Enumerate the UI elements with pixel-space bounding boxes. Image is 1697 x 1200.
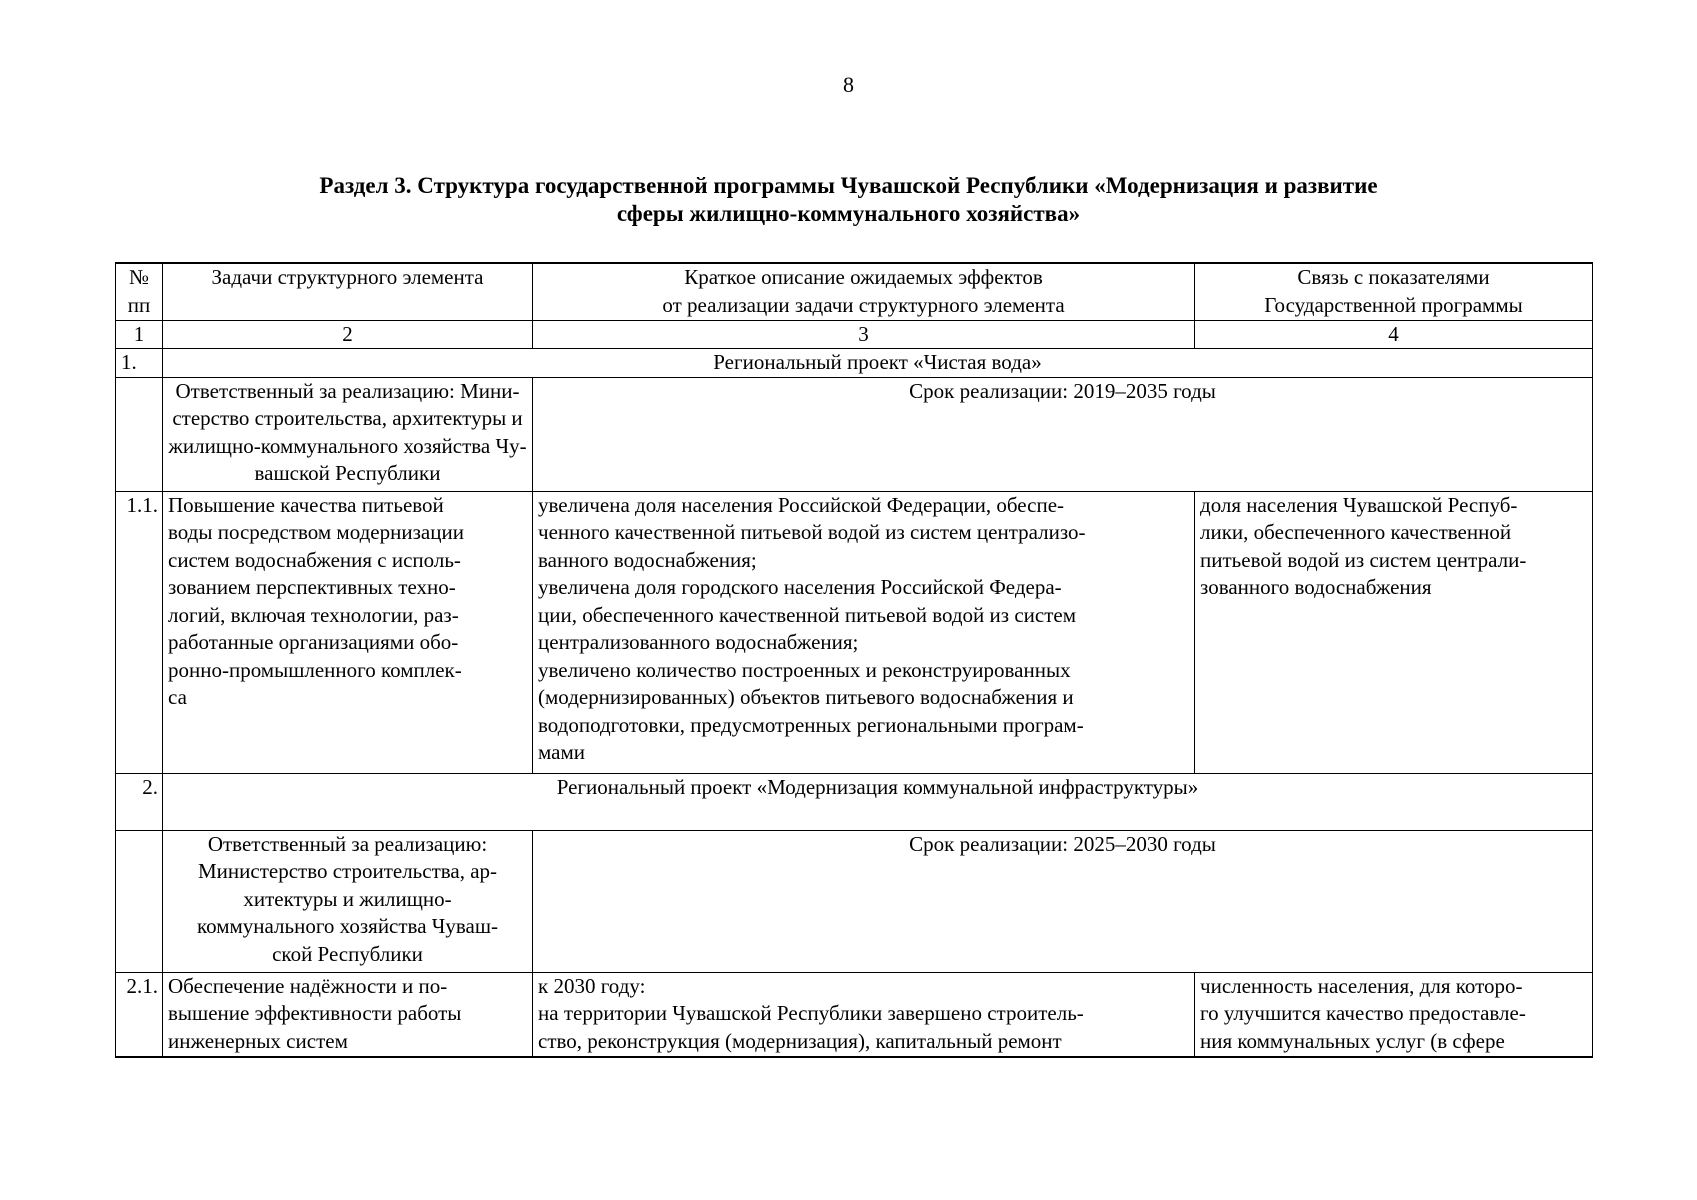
header-tasks: Задачи структурного элемента	[163, 263, 533, 320]
task-2-1-indicators: численность населения, для которо- го улучшится качество предоставле- ния коммунальных услуг (в сфере	[1195, 972, 1593, 1057]
project-1-meta-number	[116, 377, 163, 491]
task-2-1-description: Обеспечение надёжности и по- вышение эффективности работы инженерных систем	[163, 972, 533, 1057]
task-1-1-description: Повышение качества питьевой воды посредством модернизации систем водоснабжения с исполь- зованием перспективных техно- логий, включая технологии, раз- работанные организациями обо- ронно-промышленного комплек- са	[163, 491, 533, 773]
task-2-1-effects: к 2030 году: на территории Чувашской Республики завершено строитель- ство, реконструкция (модернизация), капитальный ремонт	[533, 972, 1195, 1057]
column-number: 2	[163, 320, 533, 349]
project-1-responsible: Ответственный за реализацию: Мини- стерство строительства, архитектуры и жилищно-коммунального хозяйства Чу- вашской Республики	[163, 377, 533, 491]
section-title	[200, 172, 1497, 228]
column-number-row	[116, 320, 1593, 349]
header-number: № пп	[116, 263, 163, 320]
column-number: 3	[533, 320, 1195, 349]
header-effects: Краткое описание ожидаемых эффектов от реализации задачи структурного элемента	[533, 263, 1195, 320]
project-1-meta-row	[116, 377, 1593, 491]
column-number: 4	[1195, 320, 1593, 349]
project-2-meta-row	[116, 830, 1593, 972]
project-2-meta-number	[116, 830, 163, 972]
section-title-line-1: Раздел 3. Структура государственной программы Чувашской Республики «Модернизация и развитие	[319, 173, 1378, 198]
column-number: 1	[116, 320, 163, 349]
task-1-1-effects: увеличена доля населения Российской Федерации, обеспе- ченного качественной питьевой водой из систем централизо- ванного водоснабжения; увеличена доля городского населения Российской Федера- ции, обеспеченного качественной питьевой водой из систем централизованного водоснабжения; увеличено количество построенных и реконструированных (модернизированных) объектов питьевого водоснабжения и водоподготовки, предусмотренных региональными програм- мами	[533, 491, 1195, 773]
task-1-1-indicators: доля населения Чувашской Респуб- лики, обеспеченного качественной питьевой водой из систем централи- зованного водоснабжения	[1195, 491, 1593, 773]
project-2-title-row	[116, 773, 1593, 830]
structure-table	[115, 262, 1593, 1058]
task-2-1-row	[116, 972, 1593, 1057]
task-1-1-number: 1.1.	[116, 491, 163, 773]
task-2-1-number: 2.1.	[116, 972, 163, 1057]
project-1-number: 1.	[116, 349, 163, 378]
header-indicators: Связь с показателями Государственной программы	[1195, 263, 1593, 320]
project-1-deadline: Срок реализации: 2019–2035 годы	[533, 377, 1593, 491]
project-2-deadline: Срок реализации: 2025–2030 годы	[533, 830, 1593, 972]
project-2-number: 2.	[116, 773, 163, 830]
section-title-line-2: сферы жилищно-коммунального хозяйства»	[616, 201, 1081, 226]
project-1-title-row	[116, 349, 1593, 378]
project-2-title: Региональный проект «Модернизация коммунальной инфраструктуры»	[163, 773, 1593, 830]
table-header-row	[116, 263, 1593, 320]
project-2-responsible: Ответственный за реализацию: Министерство строительства, ар- хитектуры и жилищно- коммунального хозяйства Чуваш- ской Республики	[163, 830, 533, 972]
project-1-title: Региональный проект «Чистая вода»	[163, 349, 1593, 378]
task-1-1-row	[116, 491, 1593, 773]
page-number: 8	[843, 72, 854, 97]
